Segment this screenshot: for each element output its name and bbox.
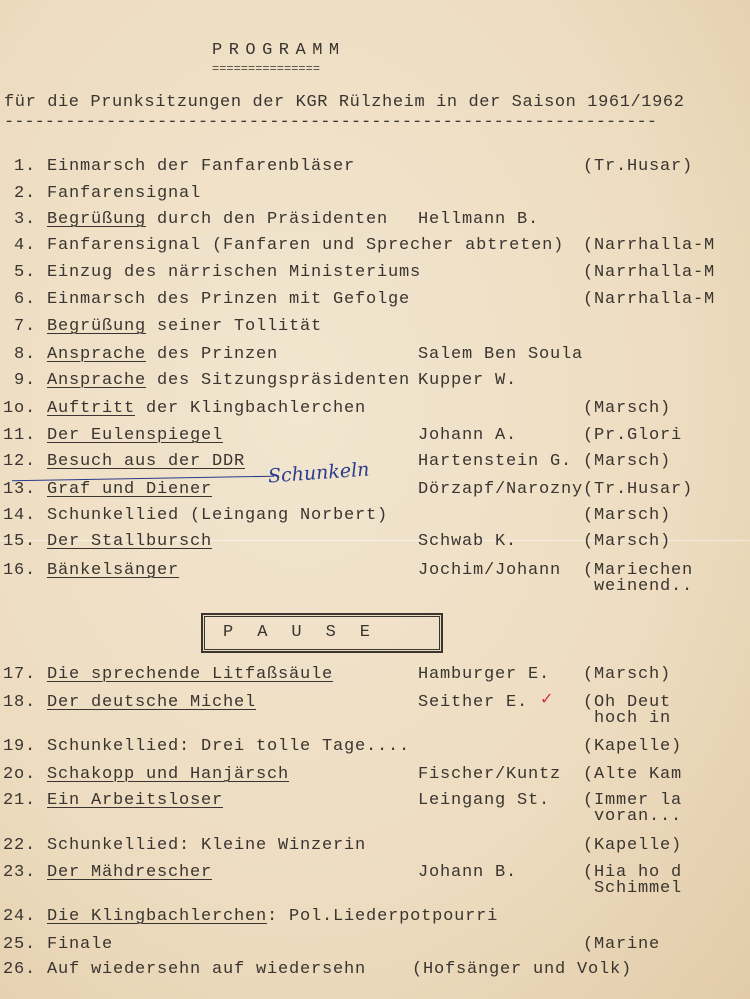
item-title-part: Auftritt [47,399,136,418]
item-number: 2o. [3,765,37,784]
item-title [47,533,212,551]
item-title [47,792,223,810]
item-music: (Alte Kam [583,765,683,784]
item-title-part: der Klingbachlerchen [135,399,367,418]
page-title: PROGRAMM [212,41,346,60]
item-performer: Hamburger E. [418,665,551,684]
item-title [47,318,322,336]
item-title-part: Begrüßung [47,210,147,229]
item-title [47,507,388,525]
item-number: 18. [3,693,37,712]
item-title [47,694,256,712]
item-title-part: Ansprache [47,345,147,364]
item-music: (Hia ho d [583,863,683,882]
dashed-rule: ---------------------------------------------------------------- [4,113,657,132]
item-title-part: Der deutsche Michel [47,693,257,712]
item-title-part: Ansprache [47,371,147,390]
item-number: 13. [3,480,37,499]
item-title-part: Schakopp und Hanjärsch [47,765,290,784]
item-number: 15. [3,532,37,551]
item-performer: Jochim/Johann [418,561,562,580]
item-title [47,453,245,471]
item-music: (Pr.Glori [583,426,683,445]
handwritten-note: Schunkeln [267,458,371,488]
item-music: voran... [583,807,683,826]
item-music: (Marine [583,935,661,954]
item-title [47,766,289,784]
item-title-part: Fanfarensignal (Fanfaren und Sprecher abtreten) [47,236,565,255]
item-title [47,562,179,580]
item-number: 3. [14,210,37,229]
item-title-part: Graf und Diener [47,480,213,499]
item-performer: Hellmann B. [418,210,540,229]
item-title-part: Schunkellied (Leingang Norbert) [47,506,389,525]
item-title [47,211,388,229]
item-number: 4. [14,236,37,255]
item-title-part: Der Eulenspiegel [47,426,224,445]
item-performer: (Hofsänger und Volk) [412,960,633,979]
item-title-part: durch den Präsidenten [146,210,389,229]
item-music: (Kapelle) [583,836,683,855]
item-number: 9. [14,371,37,390]
item-number: 1o. [3,399,37,418]
item-performer: Johann A. [418,426,518,445]
pause-label: PAUSE [223,623,395,642]
item-music: (Marsch) [583,665,672,684]
item-performer: Leingang St. [418,791,551,810]
item-title [47,666,333,684]
item-title-part: Begrüßung [47,317,147,336]
item-title [47,185,201,203]
item-title [47,158,355,176]
item-music: Schimmel [583,879,683,898]
item-music: (Marsch) [583,399,672,418]
item-title-part: Fanfarensignal [47,184,202,203]
item-performer: Kupper W. [418,371,518,390]
item-title-part: Einmarsch der Fanfarenbläser [47,157,356,176]
item-number: 23. [3,863,37,882]
item-number: 22. [3,836,37,855]
item-number: 26. [3,960,37,979]
item-title [47,837,366,855]
red-check-mark: ✓ [540,689,554,708]
item-title-part: Schunkellied: Kleine Winzerin [47,836,367,855]
item-number: 21. [3,791,37,810]
item-title-part: : Pol.Liederpotpourri [267,907,499,926]
item-music: (Oh Deut [583,693,672,712]
item-number: 19. [3,737,37,756]
item-title [47,864,212,882]
item-title [47,237,564,255]
item-number: 16. [3,561,37,580]
item-number: 5. [14,263,37,282]
item-title-part: Einmarsch des Prinzen mit Gefolge [47,290,411,309]
item-performer: Fischer/Kuntz [418,765,562,784]
item-music: (Narrhalla-M [583,290,716,309]
item-title [47,936,113,954]
item-music: (Tr.Husar) [583,157,694,176]
item-title [47,372,410,390]
item-music: weinend.. [583,577,694,596]
title-underline: =============== [212,62,321,76]
item-title-part: Besuch aus der DDR [47,452,246,471]
item-music: (Marsch) [583,532,672,551]
item-music: (Mariechen [583,561,694,580]
item-performer: Johann B. [418,863,518,882]
item-number: 17. [3,665,37,684]
item-title [47,908,498,926]
item-title-part: des Sitzungspräsidenten [146,371,411,390]
item-music: (Marsch) [583,506,672,525]
item-title [47,346,278,364]
item-number: 1. [14,157,37,176]
item-title [47,427,223,445]
item-number: 12. [3,452,37,471]
item-title-part: Die Klingbachlerchen [47,907,268,926]
item-performer: Schwab K. [418,532,518,551]
item-number: 24. [3,907,37,926]
item-title-part: Finale [47,935,114,954]
item-music: (Tr.Husar) [583,480,694,499]
item-music: (Kapelle) [583,737,683,756]
item-title [47,961,366,979]
item-title-part: Schunkellied: Drei tolle Tage.... [47,737,411,756]
item-number: 2. [14,184,37,203]
item-number: 6. [14,290,37,309]
item-title-part: Bänkelsänger [47,561,180,580]
item-performer: Salem Ben Soula [418,345,584,364]
pause-box [201,613,443,653]
item-number: 25. [3,935,37,954]
item-title-part: seiner Tollität [146,317,323,336]
item-performer: Dörzapf/Narozny [418,480,584,499]
item-number: 11. [3,426,37,445]
item-number: 8. [14,345,37,364]
item-music: (Narrhalla-M [583,236,716,255]
item-title-part: Der Stallbursch [47,532,213,551]
item-title [47,264,421,282]
item-title-part: des Prinzen [146,345,279,364]
item-music: hoch in [583,709,672,728]
item-performer: Seither E. [418,693,529,712]
item-number: 14. [3,506,37,525]
item-title-part: Ein Arbeitsloser [47,791,224,810]
item-title-part: Die sprechende Litfaßsäule [47,665,334,684]
item-title [47,400,366,418]
item-title [47,481,212,499]
item-number: 7. [14,317,37,336]
item-music: (Narrhalla-M [583,263,716,282]
item-title [47,291,410,309]
item-title-part: Der Mähdrescher [47,863,213,882]
item-performer: Hartenstein G. [418,452,573,471]
item-music: (Marsch) [583,452,672,471]
item-title-part: Auf wiedersehn auf wiedersehn [47,960,367,979]
subtitle: für die Prunksitzungen der KGR Rülzheim in der Saison 1961/1962 [4,93,685,112]
item-title [47,738,410,756]
item-title-part: Einzug des närrischen Ministeriums [47,263,422,282]
item-music: (Immer la [583,791,683,810]
